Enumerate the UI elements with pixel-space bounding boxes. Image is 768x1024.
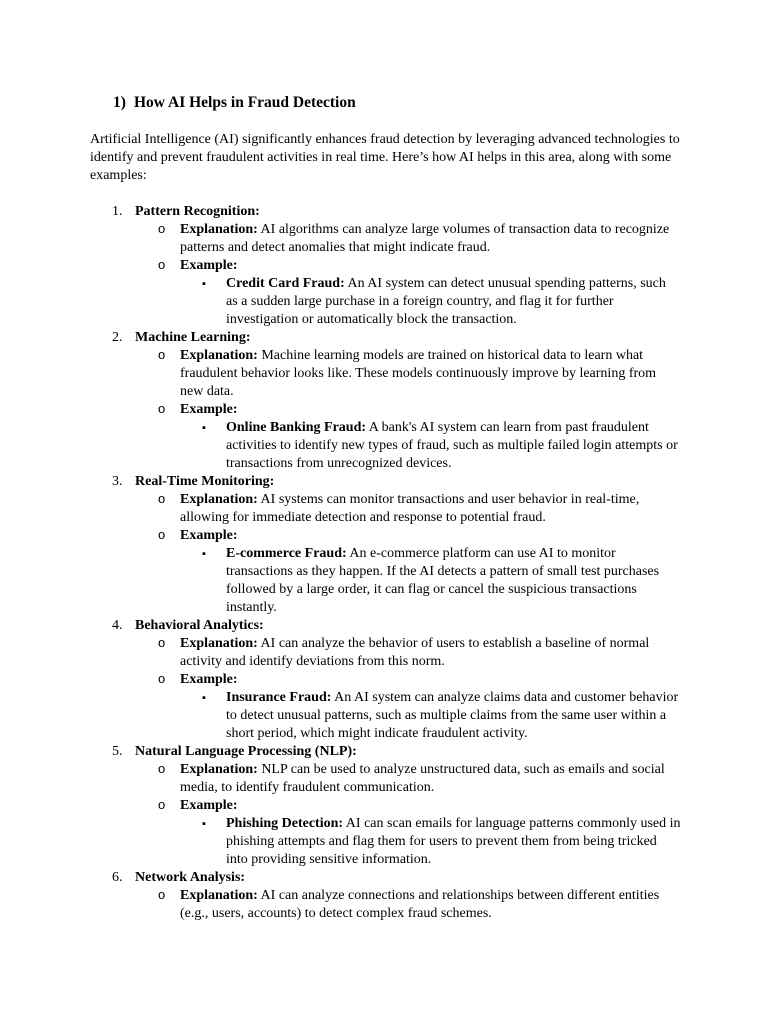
list-item-title: Behavioral Analytics: [135, 618, 264, 633]
explanation-label: Explanation: [180, 888, 258, 903]
example-text: A bank's AI system can learn from past fraudulent activities to identify new types of fraud, such as multiple failed login attempts or transactions from unrecognized devices. [226, 420, 678, 471]
square-bullet-icon: ▪ [202, 422, 206, 434]
circle-bullet-icon: o [158, 797, 166, 812]
explanation-label: Explanation: [180, 762, 258, 777]
square-bullet-icon: ▪ [202, 692, 206, 704]
circle-bullet-icon: o [158, 221, 166, 236]
circle-bullet-icon: o [158, 347, 166, 362]
example-label: Example: [180, 402, 238, 417]
example-detail [0, 689, 681, 743]
example-title: Online Banking Fraud: [226, 420, 367, 435]
list-number: 2. [112, 330, 123, 345]
example-title: Insurance Fraud: [226, 690, 332, 705]
list-item [0, 869, 768, 887]
explanation-label: Explanation: [180, 348, 258, 363]
example-label: Example: [180, 528, 238, 543]
list-item [0, 743, 768, 761]
explanation-text: NLP can be used to analyze unstructured data, such as emails and social media, to identify fraudulent communication. [180, 762, 665, 795]
example-item [0, 671, 680, 689]
list-item [0, 473, 768, 491]
explanation-text: Machine learning models are trained on historical data to learn what fraudulent behavior looks like. These models continuously improve by learning from new data. [180, 348, 657, 399]
list-item [0, 617, 768, 635]
example-label: Example: [180, 672, 238, 687]
explanation-text: AI can analyze the behavior of users to establish a baseline of normal activity and identify deviations from this norm. [180, 636, 650, 669]
circle-bullet-icon: o [158, 635, 166, 650]
square-bullet-icon: ▪ [202, 818, 206, 830]
list-item-title: Real-Time Monitoring: [135, 474, 275, 489]
explanation-item [0, 221, 680, 257]
numbered-list [0, 203, 768, 923]
explanation-item [0, 887, 680, 923]
example-detail [0, 419, 681, 473]
example-text: An e-commerce platform can use AI to monitor transactions as they happen. If the AI detects a pattern of small test purchases followed by a large order, it can flag or cancel the suspicious transactions instantly. [226, 546, 660, 615]
example-item [0, 401, 680, 419]
explanation-item [0, 761, 680, 797]
explanation-item [0, 347, 680, 401]
square-bullet-icon: ▪ [202, 278, 206, 290]
list-item [0, 203, 768, 221]
list-item [0, 329, 768, 347]
example-detail [0, 275, 681, 329]
list-number: 3. [112, 474, 123, 489]
example-title: Credit Card Fraud: [226, 276, 345, 291]
list-number: 4. [112, 618, 123, 633]
example-text: An AI system can detect unusual spending patterns, such as a sudden large purchase in a foreign country, and flag it for further investigation or automatically block the transaction. [226, 276, 666, 327]
example-item [0, 527, 680, 545]
example-label: Example: [180, 798, 238, 813]
circle-bullet-icon: o [158, 761, 166, 776]
list-item-title: Machine Learning: [135, 330, 251, 345]
list-item-title: Pattern Recognition: [135, 204, 260, 219]
circle-bullet-icon: o [158, 257, 166, 272]
circle-bullet-icon: o [158, 401, 166, 416]
heading-number: 1) [113, 94, 126, 111]
explanation-label: Explanation: [180, 636, 258, 651]
list-number: 6. [112, 870, 123, 885]
circle-bullet-icon: o [158, 887, 166, 902]
circle-bullet-icon: o [158, 491, 166, 506]
explanation-label: Explanation: [180, 492, 258, 507]
example-item [0, 797, 680, 815]
explanation-text: AI algorithms can analyze large volumes of transaction data to recognize patterns and detect anomalies that might indicate fraud. [180, 222, 670, 255]
example-label: Example: [180, 258, 238, 273]
example-text: AI can scan emails for language patterns commonly used in phishing attempts and flag them for users to prevent them from being tricked into providing sensitive information. [226, 816, 681, 867]
example-detail [0, 545, 681, 617]
list-number: 5. [112, 744, 123, 759]
section-heading [113, 93, 356, 113]
example-detail [0, 815, 681, 869]
explanation-text: AI can analyze connections and relationships between different entities (e.g., users, accounts) to detect complex fraud schemes. [180, 888, 660, 921]
square-bullet-icon: ▪ [202, 548, 206, 560]
example-title: Phishing Detection: [226, 816, 344, 831]
heading-title: How AI Helps in Fraud Detection [134, 94, 356, 111]
circle-bullet-icon: o [158, 671, 166, 686]
list-number: 1. [112, 204, 123, 219]
example-item [0, 257, 680, 275]
explanation-item [0, 635, 680, 671]
explanation-label: Explanation: [180, 222, 258, 237]
explanation-text: AI systems can monitor transactions and user behavior in real-time, allowing for immediate detection and response to potential fraud. [180, 492, 640, 525]
list-item-title: Natural Language Processing (NLP): [135, 744, 357, 759]
example-title: E-commerce Fraud: [226, 546, 347, 561]
list-item-title: Network Analysis: [135, 870, 246, 885]
intro-paragraph: Artificial Intelligence (AI) significantly enhances fraud detection by leveraging advanced technologies to identify and prevent fraudulent activities in real time. Here’s how AI helps in this area, along with some examples: [90, 132, 680, 183]
circle-bullet-icon: o [158, 527, 166, 542]
explanation-item [0, 491, 680, 527]
example-text: An AI system can analyze claims data and customer behavior to detect unusual patterns, such as multiple claims from the same user within a short period, which might indicate fraudulent activity. [226, 690, 679, 741]
